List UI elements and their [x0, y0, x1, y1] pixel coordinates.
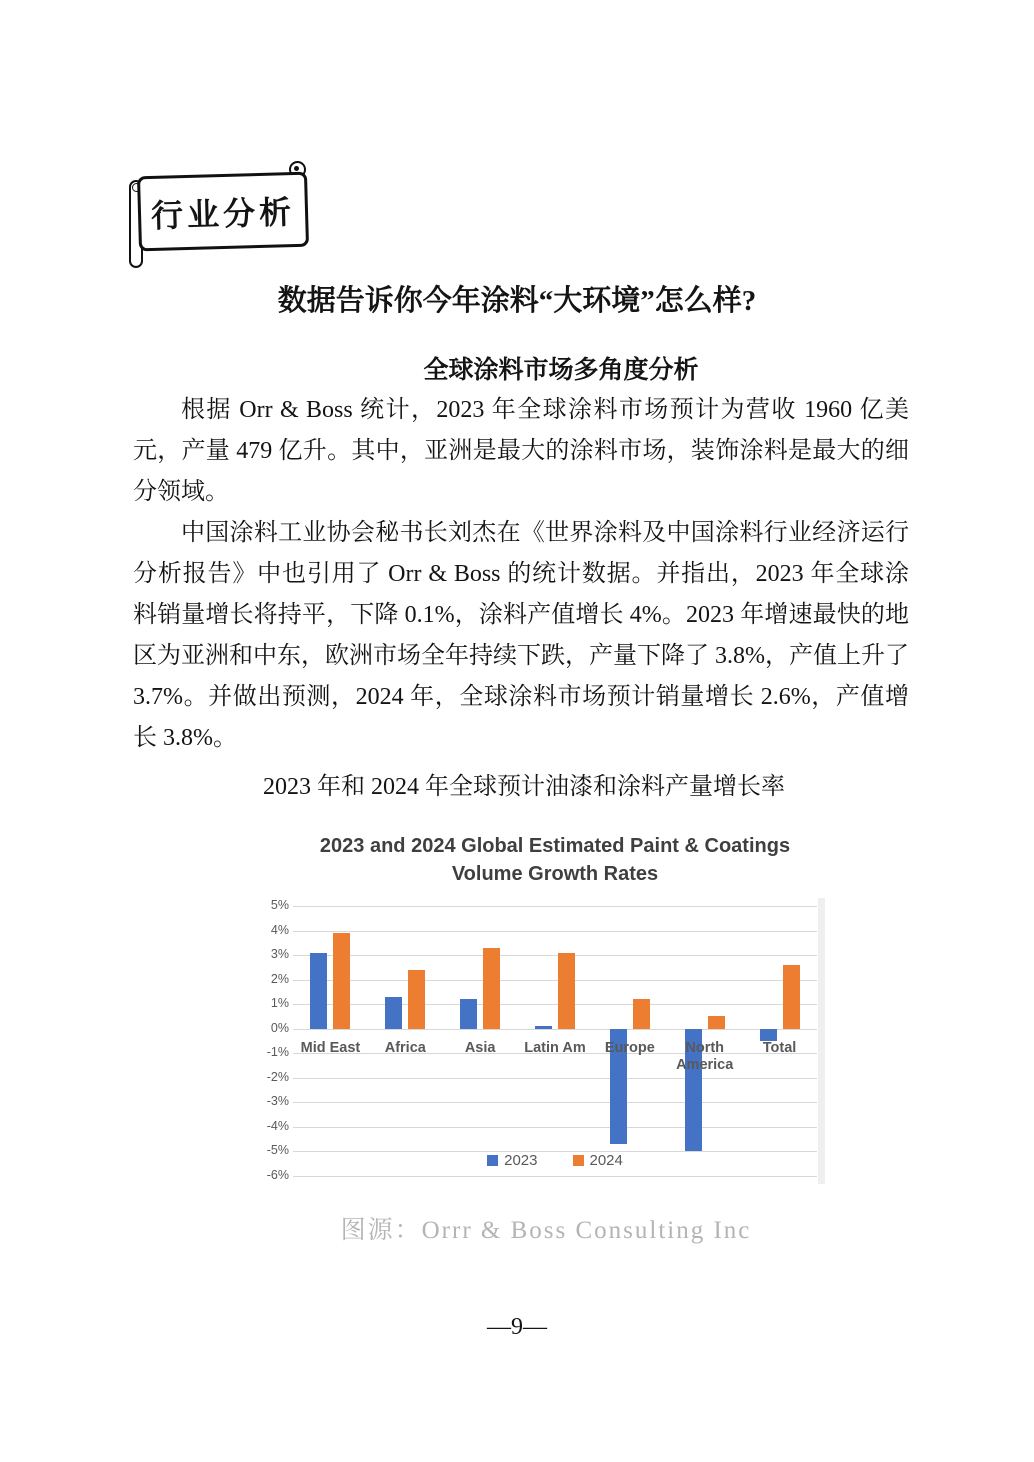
industry-analysis-banner: [129, 162, 317, 266]
page-number: —9—: [487, 1314, 547, 1340]
bar-2023-africa: [385, 997, 402, 1029]
bar-2023-latin-am: [535, 1026, 552, 1028]
chart-title-line1: 2023 and 2024 Global Estimated Paint & Coatings: [319, 835, 791, 857]
gridline: [293, 955, 817, 956]
gridline: [293, 1102, 817, 1103]
chart-caption-chinese: 2023 年和 2024 年全球预计油漆和涂料产量增长率: [263, 774, 785, 800]
y-axis-tick-label: -3%: [266, 1094, 289, 1109]
legend-item-2023: [487, 1152, 537, 1169]
gridline: [293, 980, 817, 981]
gridline: [293, 1078, 817, 1079]
y-axis-tick-label: 0%: [270, 1020, 289, 1035]
bar-2024-mid-east: [333, 933, 350, 1029]
x-axis-category-label: Africa: [384, 1039, 426, 1056]
plot-edge-strip: [818, 898, 825, 1184]
banner-label: 行业分析: [150, 193, 296, 234]
y-axis-tick-label: 4%: [270, 922, 289, 937]
paint-coatings-growth-chart: [255, 828, 867, 1192]
x-axis-category-label: Asia: [464, 1039, 496, 1056]
bar-2024-europe: [633, 999, 650, 1028]
bar-2024-africa: [408, 970, 425, 1029]
x-axis-category-label: North America: [676, 1039, 734, 1073]
gridline: [293, 931, 817, 932]
y-axis-tick-label: 5%: [270, 898, 289, 912]
gridline: [293, 1029, 817, 1030]
legend-item-2024: [573, 1152, 623, 1169]
x-axis-category-label: Latin Am: [524, 1039, 586, 1056]
y-axis-tick-label: 2%: [270, 971, 289, 986]
bar-2023-mid-east: [310, 953, 327, 1029]
y-axis-tick-label: 1%: [270, 996, 289, 1011]
bar-2023-asia: [460, 999, 477, 1028]
legend-label-2024: 2024: [589, 1152, 623, 1169]
gridline: [293, 1176, 817, 1177]
bar-2024-north-america: [708, 1016, 725, 1028]
paragraph-2: 中国涂料工业协会秘书长刘杰在《世界涂料及中国涂料行业经济运行分析报告》中也引用了 Orr & Boss 的统计数据。并指出，2023 年全球涂料销量增长将持平，下降 0.1%，涂料产值增长 4%。2023 年增速最快的地区为亚洲和中东，欧洲市场全年持续下跌，产量下降了 3.8%，产值上升了 3.7%。并做出预测，2024 年，全球涂料市场预计销量增长 2.6%，产值增长 3.8%。: [133, 520, 909, 751]
legend-label-2023: 2023: [504, 1152, 538, 1169]
y-axis-tick-label: -4%: [266, 1118, 289, 1133]
x-axis-category-label: Total: [762, 1039, 797, 1056]
bar-2024-latin-am: [558, 953, 575, 1029]
legend-swatch-2024: [573, 1155, 584, 1166]
x-axis-category-label: Europe: [604, 1039, 655, 1056]
section-subtitle: 全球涂料市场多角度分析: [423, 357, 699, 384]
paragraph-1: 根据 Orr & Boss 统计，2023 年全球涂料市场预计为营收 1960 亿美元，产量 479 亿升。其中，亚洲是最大的涂料市场，装饰涂料是最大的细分领域。: [133, 397, 909, 505]
body-text: [133, 390, 909, 759]
y-axis-tick-label: -6%: [266, 1168, 289, 1182]
chart-title-line2: Volume Growth Rates: [451, 863, 659, 885]
y-axis-tick-label: -1%: [266, 1045, 289, 1060]
y-axis-tick-label: -5%: [266, 1143, 289, 1158]
gridline: [293, 1004, 817, 1005]
bar-2024-asia: [483, 948, 500, 1029]
chart-plot-area: [266, 898, 817, 1182]
gridline: [293, 1127, 817, 1128]
page-title: 数据告诉你今年涂料“大环境”怎么样?: [277, 285, 757, 317]
x-axis-category-label: Mid East: [300, 1039, 361, 1056]
bar-2024-total: [783, 965, 800, 1029]
legend-swatch-2023: [487, 1155, 498, 1166]
image-source-caption: 图源：Orrr & Boss Consulting Inc: [340, 1217, 752, 1244]
chart-legend: [293, 1152, 817, 1169]
banner-box: [137, 172, 309, 252]
y-axis-tick-label: 3%: [270, 947, 289, 962]
y-axis-tick-label: -2%: [266, 1069, 289, 1084]
gridline: [293, 906, 817, 907]
chart-title: [293, 832, 817, 888]
